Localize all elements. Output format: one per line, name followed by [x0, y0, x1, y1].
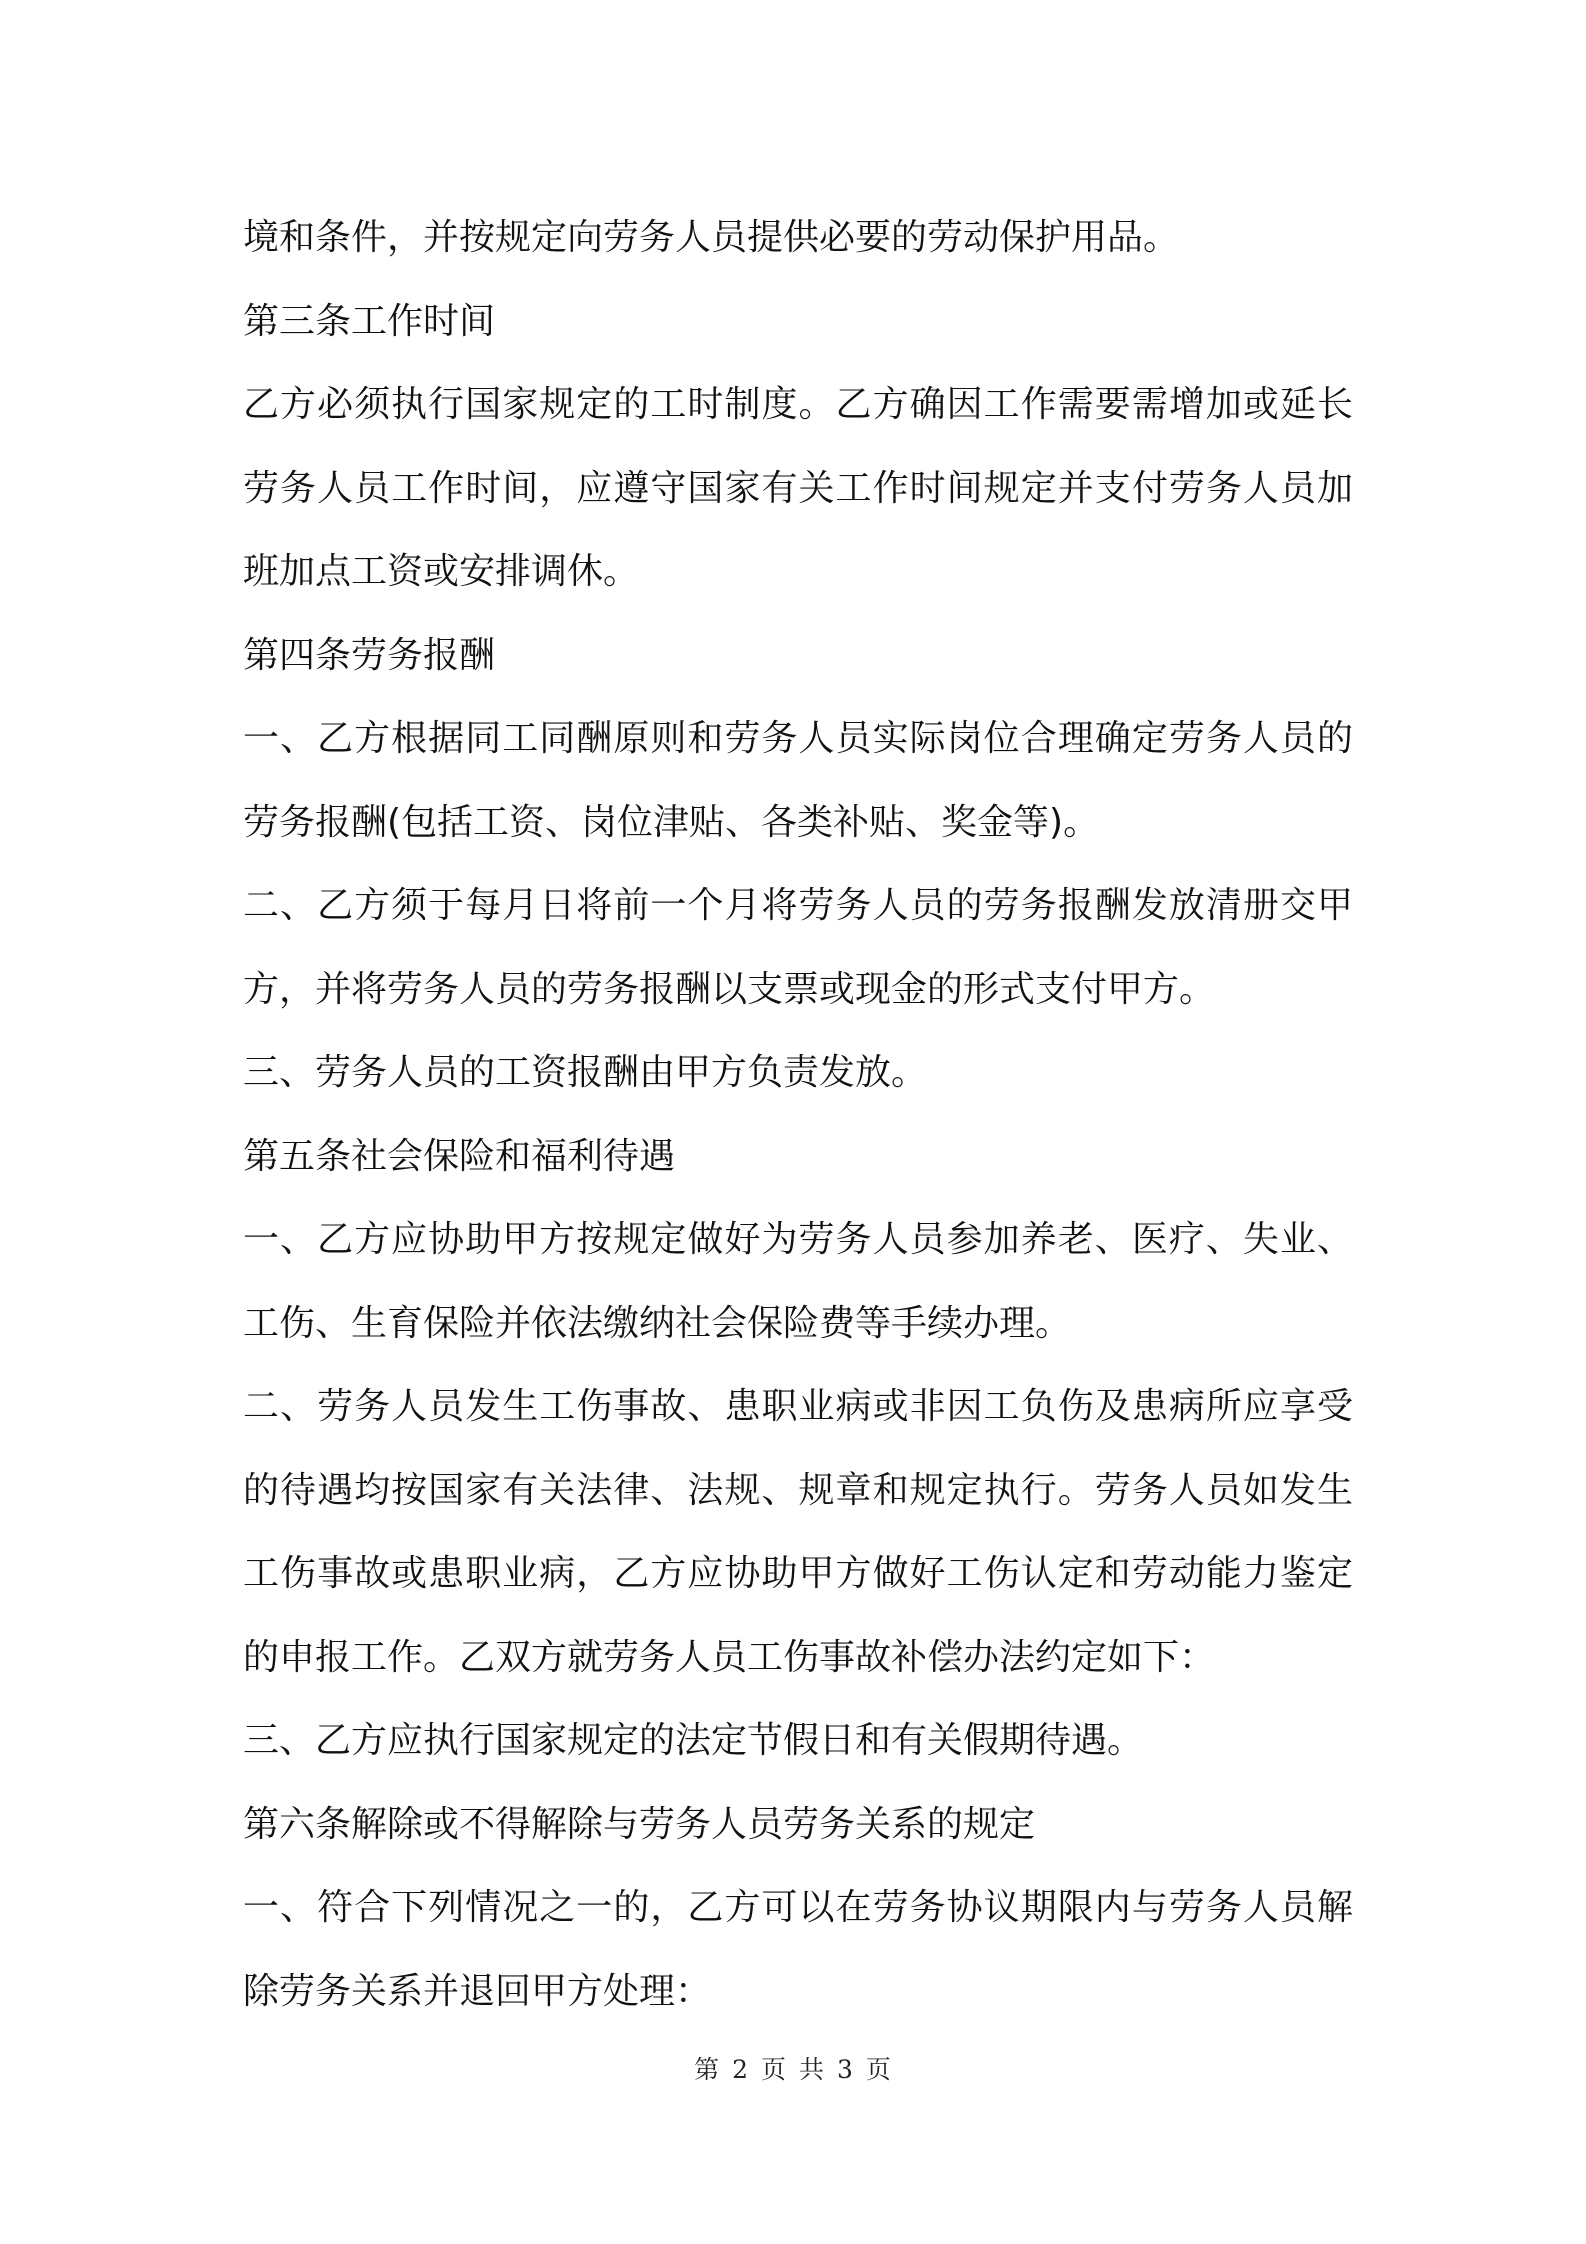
paragraph-line: 工伤事故或患职业病，乙方应协助甲方做好工伤认定和劳动能力鉴定 — [243, 1553, 1353, 1594]
footer-current-page: 2 — [732, 2055, 749, 2084]
footer-total-word: 共 — [799, 2055, 826, 2084]
paragraph-line: 班加点工资或安排调休。 — [243, 551, 640, 592]
paragraph-line: 劳务报酬(包括工资、岗位津贴、各类补贴、奖金等)。 — [243, 801, 1100, 843]
section-heading: 第三条工作时间 — [243, 300, 496, 342]
page-footer — [0, 2050, 1586, 2086]
paragraph-line: 工伤、生育保险并依法缴纳社会保险费等手续办理。 — [243, 1302, 1072, 1344]
section-heading: 第四条劳务报酬 — [243, 634, 496, 676]
paragraph-line: 三、乙方应执行国家规定的法定节假日和有关假期待遇。 — [243, 1720, 1144, 1761]
section-heading: 第五条社会保险和福利待遇 — [243, 1135, 676, 1177]
paragraph-line: 除劳务关系并退回甲方处理： — [243, 1970, 712, 2012]
paragraph-line: 三、劳务人员的工资报酬由甲方负责发放。 — [243, 1052, 928, 1093]
paragraph-line: 境和条件，并按规定向劳务人员提供必要的劳动保护用品。 — [243, 217, 1180, 258]
paragraph-line: 二、乙方须于每月日将前一个月将劳务人员的劳务报酬发放清册交甲 — [243, 885, 1353, 926]
paragraph-line: 二、劳务人员发生工伤事故、患职业病或非因工负伤及患病所应享受 — [243, 1386, 1353, 1427]
paragraph-line: 一、乙方根据同工同酬原则和劳务人员实际岗位合理确定劳务人员的 — [243, 718, 1353, 759]
paragraph-line: 一、符合下列情况之一的，乙方可以在劳务协议期限内与劳务人员解 — [243, 1887, 1353, 1928]
footer-total-pages: 3 — [837, 2055, 854, 2084]
footer-suffix: 页 — [865, 2055, 892, 2084]
paragraph-line: 劳务人员工作时间，应遵守国家有关工作时间规定并支付劳务人员加 — [243, 467, 1353, 509]
paragraph-line: 乙方必须执行国家规定的工时制度。乙方确因工作需要需增加或延长 — [243, 384, 1353, 425]
section-heading: 第六条解除或不得解除与劳务人员劳务关系的规定 — [243, 1803, 1036, 1845]
document-body — [243, 196, 1353, 2033]
paragraph-line: 的待遇均按国家有关法律、法规、规章和规定执行。劳务人员如发生 — [243, 1469, 1353, 1511]
footer-prefix: 第 — [694, 2055, 721, 2084]
footer-page-word: 页 — [760, 2055, 787, 2084]
paragraph-line: 的申报工作。乙双方就劳务人员工伤事故补偿办法约定如下： — [243, 1636, 1216, 1678]
paragraph-line: 一、乙方应协助甲方按规定做好为劳务人员参加养老、医疗、失业、 — [243, 1219, 1353, 1260]
paragraph-line: 方，并将劳务人员的劳务报酬以支票或现金的形式支付甲方。 — [243, 968, 1216, 1010]
